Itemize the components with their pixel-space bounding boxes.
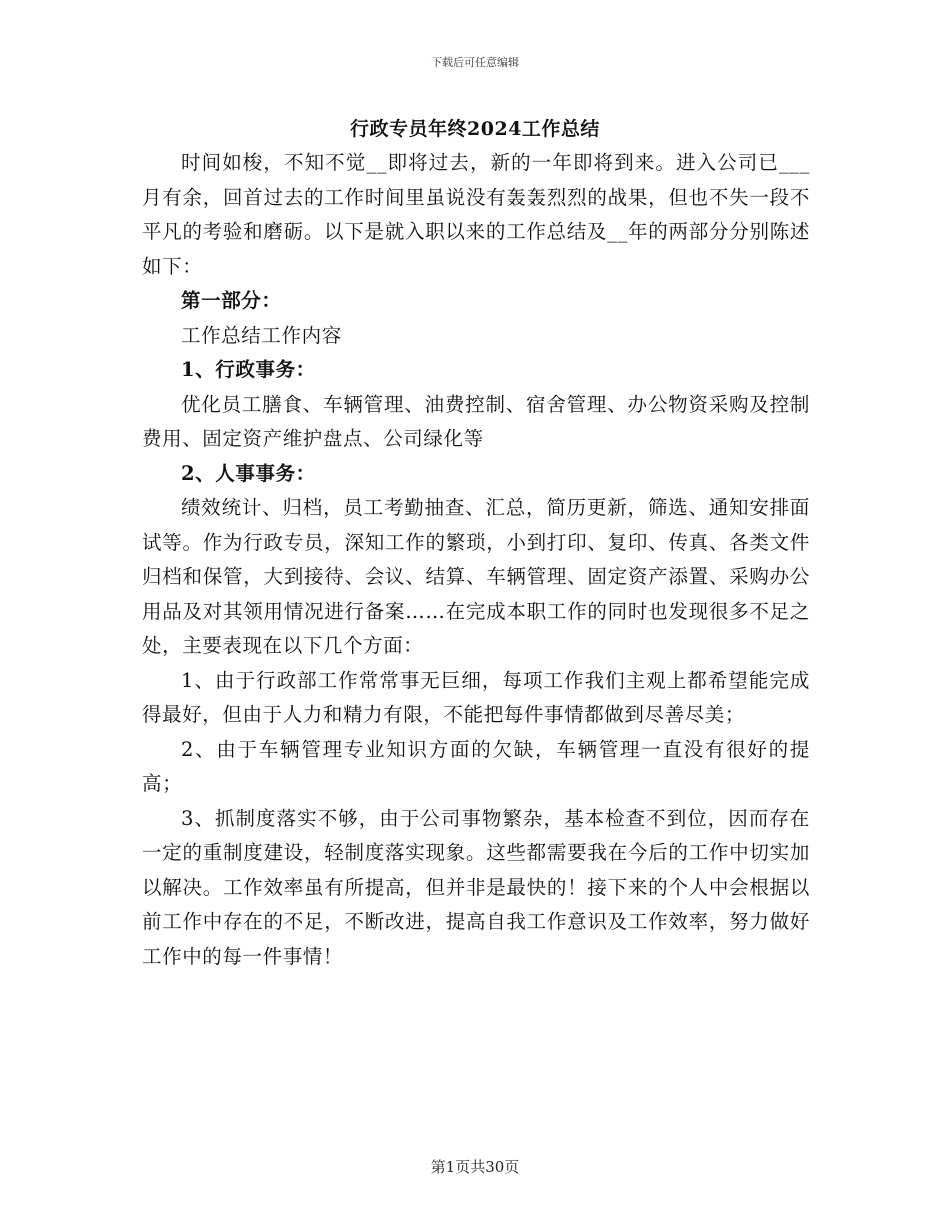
heading-admin-affairs: 1、行政事务： bbox=[181, 358, 316, 381]
heading-hr-affairs: 2、人事事务： bbox=[181, 461, 316, 485]
page-header: 下载后可任意编辑 bbox=[431, 56, 519, 69]
section-heading-part-one: 第一部分： bbox=[181, 289, 282, 312]
hr-affairs-paragraph: 绩效统计、归档，员工考勤抽查、汇总，简历更新，筛选、通知安排面试等。作为行政专员，深知工作的繁琐，小到打印、复印、传真、各类文件归档和保管，大到接待、会议、结算、车辆管理、固定资产添置、采购办公用品及对其领用情况进行备案……在完成本职工作的同时也发现很多不足之处，主要表现在以下几个方面： bbox=[142, 496, 810, 657]
intro-paragraph: 时间如梭，不知不觉__即将过去，新的一年即将到来。进入公司已___月有余，回首过去的工作时间里虽说没有轰轰烈烈的战果，但也不失一段不平凡的考验和磨砺。以下是就入职以来的工作总结及__年的两部分分别陈述如下： bbox=[142, 151, 810, 278]
section-subtitle: 工作总结工作内容 bbox=[181, 323, 342, 347]
shortcoming-item-3: 3、抓制度落实不够，由于公司事物繁杂，基本检查不到位，因而存在一定的重制度建设，轻制度落实现象。这些都需要我在今后的工作中切实加以解决。工作效率虽有所提高，但并非是最快的！接下来的个人中会根据以前工作中存在的不足，不断改进，提高自我工作意识及工作效率，努力做好工作中的每一件事情！ bbox=[142, 806, 810, 968]
shortcoming-item-1: 1、由于行政部工作常常事无巨细，每项工作我们主观上都希望能完成得最好，但由于人力和精力有限，不能把每件事情都做到尽善尽美； bbox=[142, 668, 810, 726]
page-footer: 第1页共30页 bbox=[430, 1158, 520, 1176]
admin-affairs-paragraph: 优化员工膳食、车辆管理、油费控制、宿舍管理、办公物资采购及控制费用、固定资产维护盘点、公司绿化等 bbox=[142, 392, 810, 450]
document-body bbox=[142, 146, 810, 974]
shortcoming-item-2: 2、由于车辆管理专业知识方面的欠缺，车辆管理一直没有很好的提高； bbox=[142, 737, 810, 795]
document-title: 行政专员年终2024工作总结 bbox=[350, 118, 600, 140]
